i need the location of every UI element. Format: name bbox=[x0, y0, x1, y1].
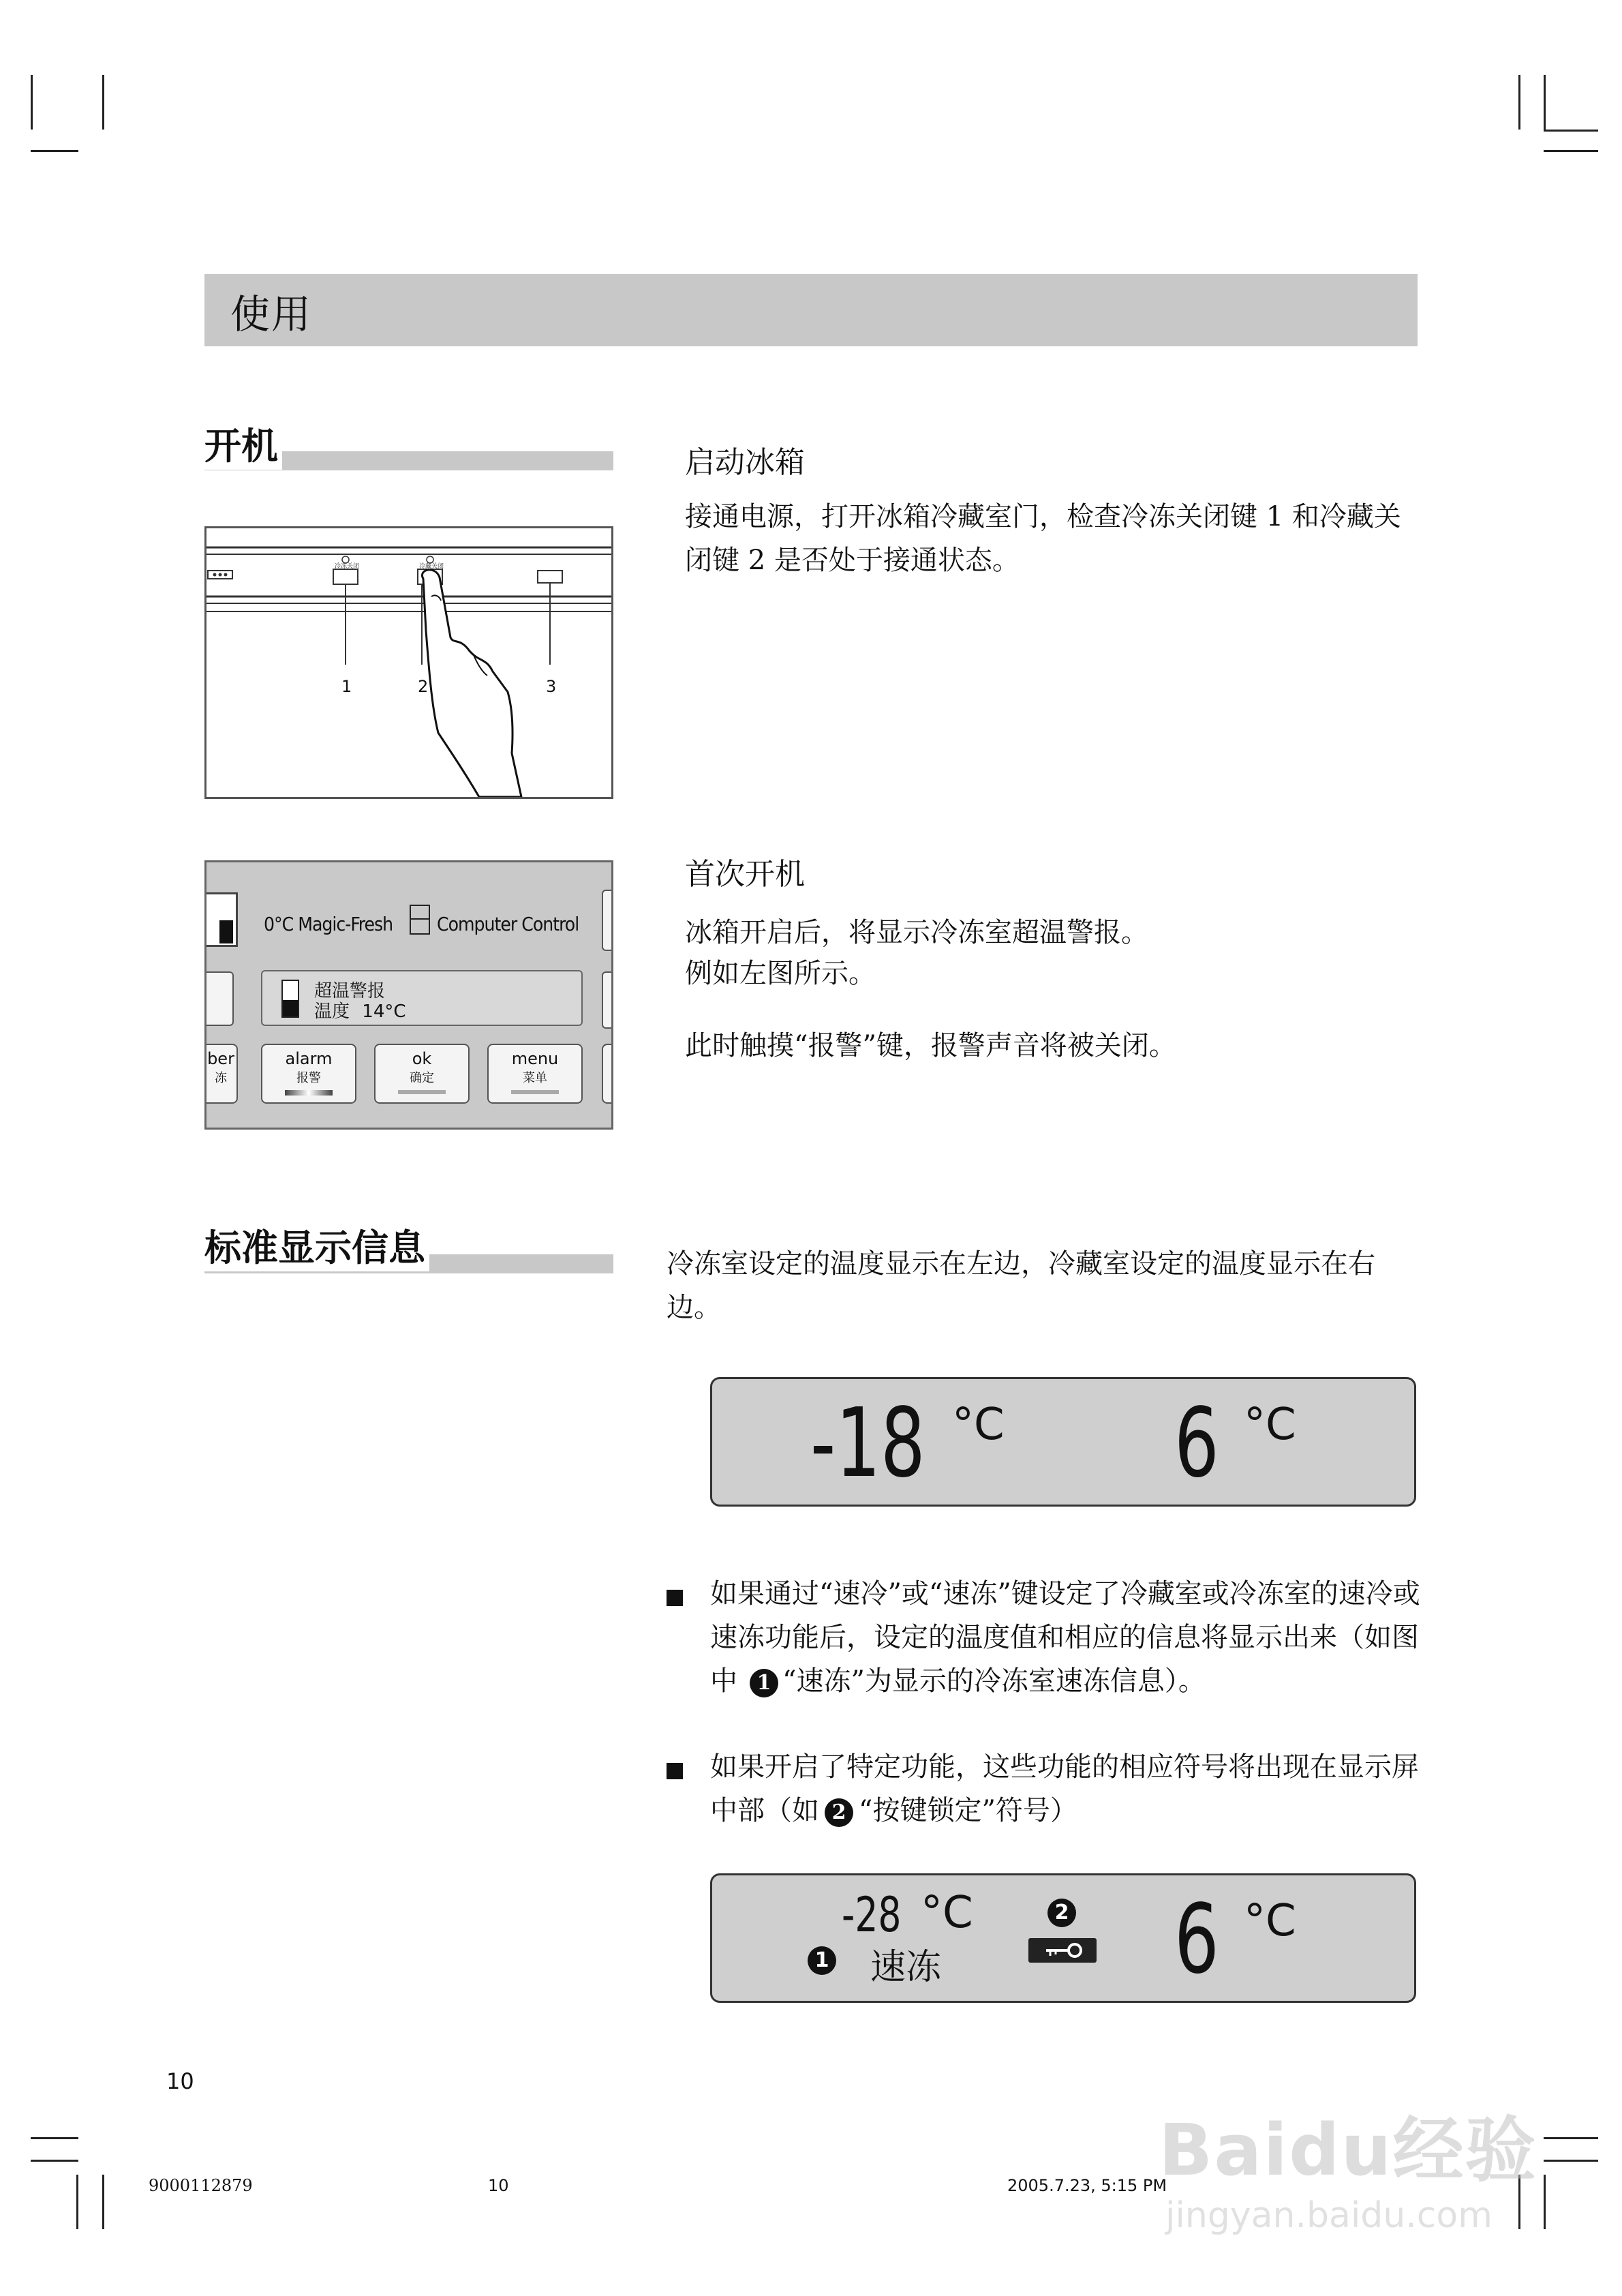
bullet-1-text: 如果通过“速冷”或“速冻”键设定了冷藏室或冷冻室的速冷或速冻功能后，设定的温度值和相应的信息将显示出来（如图中 1 “速冻”为显示的冷冻室速冻信息）。 bbox=[710, 1578, 1420, 1697]
marker-1-icon: 1 bbox=[808, 1946, 836, 1975]
crop-mark bbox=[1518, 75, 1520, 130]
alarm-line1: 超温警报 bbox=[314, 981, 386, 1001]
freezer-unit-fast: °C bbox=[921, 1888, 973, 1938]
first-start-text-2: 例如左图所示。 bbox=[685, 958, 876, 989]
fridge-temp: 6 bbox=[1174, 1388, 1219, 1499]
control-panel-figure bbox=[204, 860, 613, 1130]
footer-timestamp: 2005.7.23, 5:15 PM bbox=[1007, 2176, 1167, 2195]
button-label-1: 冷冻关闭 bbox=[335, 563, 360, 570]
section-title-power-on: 开机 bbox=[204, 417, 282, 470]
panel-side-key bbox=[602, 971, 613, 1029]
crop-mark bbox=[102, 2175, 104, 2229]
lcd-display-functions bbox=[710, 1873, 1416, 2003]
marker-1-icon: 1 bbox=[750, 1669, 778, 1697]
panel-side-icon bbox=[204, 892, 238, 947]
control-strip-figure bbox=[204, 526, 613, 799]
key-super[interactable]: ber 冻 bbox=[204, 1044, 238, 1104]
section-title-standard-display: 标准显示信息 bbox=[204, 1219, 429, 1271]
panel-side-key bbox=[602, 1044, 613, 1104]
panel-brand-right: Computer Control bbox=[437, 913, 579, 935]
watermark-url: jingyan.baidu.com bbox=[1165, 2195, 1493, 2236]
panel-side-key bbox=[204, 971, 234, 1026]
key-lock-icon bbox=[1028, 1938, 1097, 1963]
crop-mark bbox=[76, 2175, 78, 2229]
header-bar bbox=[204, 274, 1418, 346]
key-alarm[interactable]: alarm 报警 bbox=[261, 1044, 356, 1104]
bullet-2-text: 如果开启了特定功能，这些功能的相应符号将出现在显示屏中部（如 2 “按键锁定”符号） bbox=[710, 1751, 1419, 1826]
watermark bbox=[1159, 2093, 1540, 2243]
marker-2-icon: 2 bbox=[825, 1798, 853, 1827]
subtitle-first-start: 首次开机 bbox=[685, 857, 805, 892]
fridge-unit-fn: °C bbox=[1244, 1896, 1296, 1946]
freezer-unit: °C bbox=[952, 1400, 1005, 1450]
fridge-icon bbox=[410, 905, 430, 935]
crop-mark bbox=[102, 75, 104, 130]
crop-mark bbox=[31, 75, 33, 130]
standard-display-intro: 冷冻室设定的温度显示在左边，冷藏室设定的温度显示在右边。 bbox=[667, 1248, 1375, 1323]
freezer-temp-fast: -28 bbox=[842, 1887, 902, 1943]
crop-mark bbox=[1544, 75, 1546, 130]
callout-2: 2 bbox=[418, 677, 429, 696]
first-start-text-1: 冰箱开启后，将显示冷冻室超温警报。 bbox=[685, 917, 1148, 948]
footer-page: 10 bbox=[488, 2176, 509, 2195]
subtitle-start-fridge: 启动冰箱 bbox=[685, 445, 805, 480]
alarm-temp-label: 温度 bbox=[314, 1001, 350, 1022]
start-fridge-text: 接通电源，打开冰箱冷藏室门，检查冷冻关闭键 1 和冷藏关闭键 2 是否处于接通状态。 bbox=[685, 501, 1401, 576]
key-ok[interactable]: ok 确定 bbox=[374, 1044, 470, 1104]
footer-doc-code: 9000112879 bbox=[149, 2176, 253, 2195]
alarm-display bbox=[261, 970, 583, 1026]
page-title: 使用 bbox=[230, 291, 313, 337]
panel-side-key bbox=[602, 890, 613, 951]
crop-mark bbox=[1544, 2160, 1598, 2162]
fridge-unit: °C bbox=[1244, 1400, 1296, 1450]
callout-1: 1 bbox=[341, 677, 352, 696]
crop-mark bbox=[31, 2160, 78, 2162]
crop-mark bbox=[1544, 150, 1598, 152]
fridge-temp-fn: 6 bbox=[1174, 1884, 1219, 1995]
bullet-icon bbox=[667, 1590, 683, 1606]
key-menu[interactable]: menu 菜单 bbox=[487, 1044, 583, 1104]
callout-3: 3 bbox=[546, 677, 557, 696]
button-label-2: 冷藏关闭 bbox=[419, 563, 444, 570]
control-strip-illustration bbox=[206, 528, 611, 797]
page-number: 10 bbox=[166, 2068, 194, 2094]
first-start-text-3: 此时触摸“报警”键，报警声音将被关闭。 bbox=[685, 1030, 1176, 1061]
alarm-temp-value: 14°C bbox=[362, 1001, 406, 1022]
marker-2-icon: 2 bbox=[1047, 1899, 1076, 1927]
crop-mark bbox=[1544, 130, 1598, 132]
freezer-temp: -18 bbox=[810, 1388, 925, 1499]
crop-mark bbox=[31, 2137, 78, 2139]
crop-mark bbox=[31, 150, 78, 152]
fast-freeze-label: 速冻 bbox=[870, 1947, 942, 1988]
bullet-icon bbox=[667, 1763, 683, 1779]
crop-mark bbox=[1544, 2175, 1546, 2229]
lcd-display-standard bbox=[710, 1377, 1416, 1507]
watermark-logo: Baidu经验 bbox=[1159, 2109, 1537, 2192]
crop-mark bbox=[1544, 2137, 1598, 2139]
panel-brand-left: 0°C Magic-Fresh bbox=[264, 913, 393, 935]
